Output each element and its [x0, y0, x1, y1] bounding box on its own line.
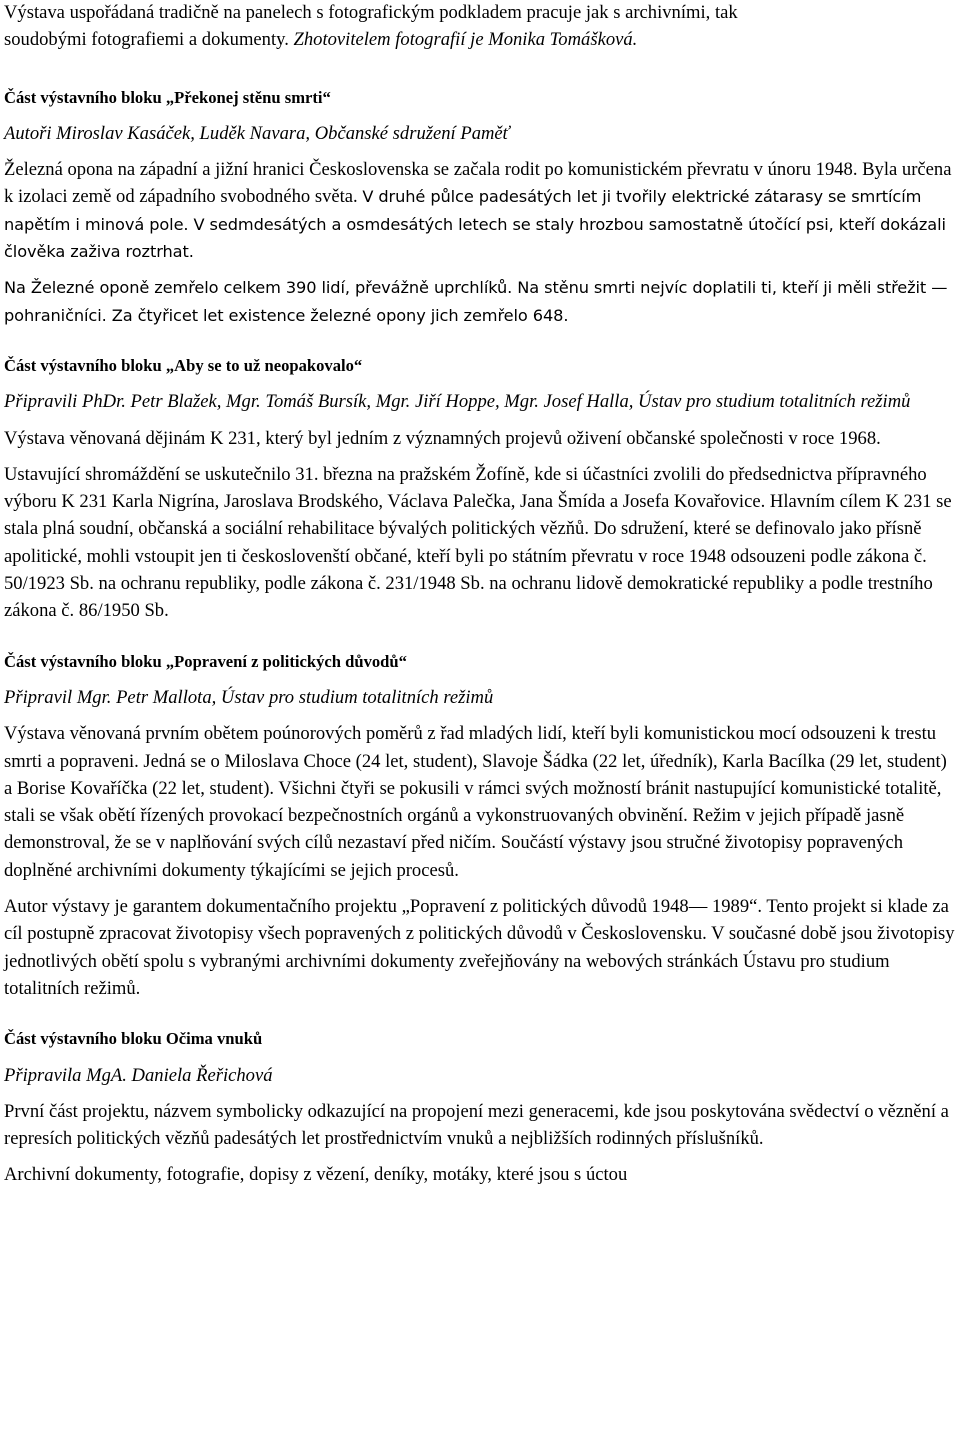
paragraph-iron-curtain-deaths: Na Železné oponě zemřelo celkem 390 lidí, převážně uprchlíků. Na stěnu smrti nejvíc doplatili ti, kteří ji měli střežit — pohraničníci. Za čtyřicet let existence železné opony jich zemřelo 648.: [4, 278, 948, 325]
section-authors-executed: Připravil Mgr. Petr Mallota, Ústav pro studium totalitních režimů: [4, 686, 494, 708]
paragraph-executed-victims: Výstava věnovaná prvním obětem poúnorových poměrů z řad mladých lidí, kteří byli komunistickou mocí odsouzeni k trestu smrti a popraveni. Jedná se o Miloslava Choce (24 let, student), Slavoje Šádka (22 let, úředník), Karla Bacílka (29 let, student) a Borise Kovaříčka (22 let, student). Všichni čtyři se pokusili v rámci svých možností bránit nastupující komunistické totalitě, stali se však obětí řízených provokací bezpečnostních orgánů a vykonstruovaných obvinění. Režim v jejich případě jasně demonstroval, že se v naplňování svých cílů nezastaví před ničím. Součástí výstavy jsou stručné životopisy popravených doplněné archivními dokumenty týkajícími se jejich procesů.: [4, 723, 947, 881]
paragraph-grandchildren-project: První část projektu, názvem symbolicky odkazující na propojení mezi generacemi, kde jsou poskytována svědectví o věznění a represích politických vězňů padesátých let prostřednictvím vnuků a nejbližších rodinných příslušníků.: [4, 1100, 949, 1150]
section-heading-executed: Část výstavního bloku „Popravení z politických důvodů“: [4, 651, 407, 671]
paragraph-iron-curtain: [4, 156, 956, 265]
paragraph-k231-intro: Výstava věnovaná dějinám K 231, který byl jedním z významných projevů oživení občanské společnosti v roce 1968.: [4, 427, 881, 449]
photographer-credit: Zhotovitelem fotografií je Monika Tomášková.: [293, 29, 638, 51]
iron-curtain-text-b: V druhé půlce padesátých let ji tvořily elektrické zátarasy se smrtícím napětím i minová pole. V sedmdesátých a osmdesátých letech se staly hrozbou samostatně útočící psi, kteří dokázali člověka zaživa roztrhat.: [4, 187, 946, 262]
intro-paragraph: [4, 0, 956, 54]
intro-line-1: Výstava uspořádaná tradičně na panelech s fotografickým podkladem pracuje jak s archivními, tak: [4, 2, 738, 23]
paragraph-k231-history: Ustavující shromáždění se uskutečnilo 31. března na pražském Žofíně, kde si účastníci zvolili do předsednictva přípravného výboru K 231 Karla Nigrína, Jaroslava Brodského, Václava Palečka, Jana Šmída a Josefa Kovařovice. Hlavním cílem K 231 se stala plná soudní, občanská a sociální rehabilitace bývalých politických vězňů. Do sdružení, které se definovalo jako přísně apolitické, mohli vstoupit jen ti českoslovenští občané, kteří byli po státním převratu v roce 1948 odsouzeni podle zákona č. 50/1923 Sb. na ochranu republiky, podle zákona č. 231/1948 Sb. na ochranu lidově demokratické republiky a podle trestního zákona č. 86/1950 Sb.: [4, 463, 952, 622]
section-authors-never-again: Připravili PhDr. Petr Blažek, Mgr. Tomáš Bursík, Mgr. Jiří Hoppe, Mgr. Josef Halla, Ústav pro studium totalitních režimů: [4, 391, 911, 413]
intro-line-2: soudobými fotografiemi a dokumenty.: [4, 29, 294, 51]
section-heading-grandchildren: Část výstavního bloku Očima vnuků: [4, 1029, 263, 1049]
section-authors-grandchildren: Připravila MgA. Daniela Řeřichová: [4, 1064, 273, 1086]
section-heading-never-again: Část výstavního bloku „Aby se to už neopakovalo“: [4, 355, 363, 375]
section-heading-wall-of-death: Část výstavního bloku „Překonej stěnu smrti“: [4, 87, 331, 107]
paragraph-executed-project: Autor výstavy je garantem dokumentačního projektu „Popravení z politických důvodů 1948— 1989“. Tento projekt si klade za cíl postupně zpracovat životopisy všech popravených z politických důvodů v Československu. V současné době jsou životopisy jednotlivých obětí spolu s vybranými archivními dokumenty zveřejňovány na webových stránkách Ústavu pro studium totalitních režimů.: [4, 896, 955, 999]
document-page: [4, 0, 956, 1189]
section-authors-wall-of-death: Autoři Miroslav Kasáček, Luděk Navara, Občanské sdružení Paměť: [4, 122, 510, 144]
paragraph-archival-documents: Archivní dokumenty, fotografie, dopisy z vězení, deníky, motáky, které jsou s úctou: [4, 1164, 628, 1186]
iron-curtain-text-a: Železná opona na západní a jižní hranici Československa se začala rodit po komunistickém převratu v únoru 1948. Byla určena k izolaci země od západního svobodného světa.: [4, 159, 952, 208]
